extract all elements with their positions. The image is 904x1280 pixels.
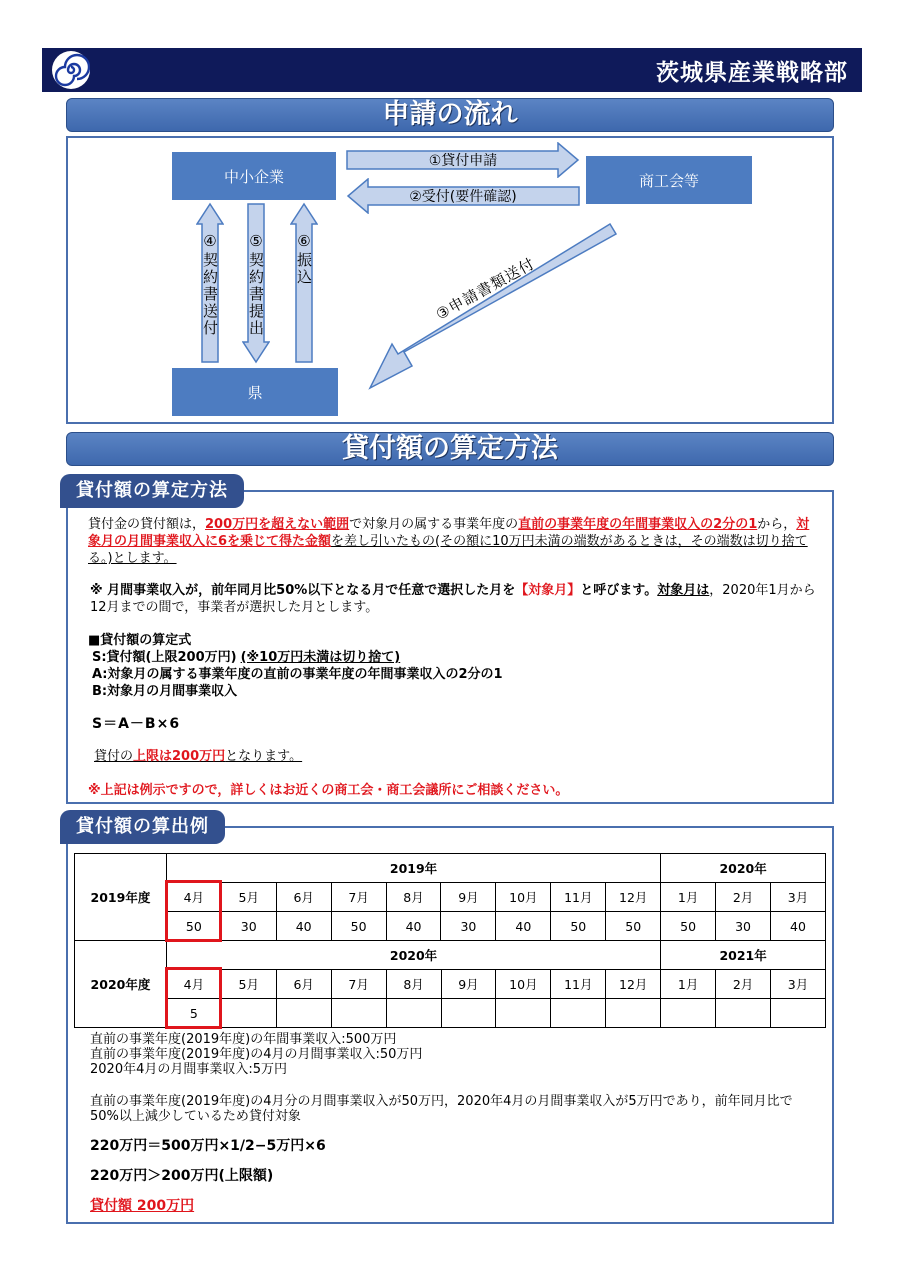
- limit-highlight: 上限は200万円: [133, 749, 226, 764]
- loan-result: 貸付額 200万円: [90, 1198, 195, 1214]
- value-cell: [276, 999, 331, 1028]
- month-cell: 9月: [441, 883, 496, 912]
- header-bar: [42, 48, 862, 92]
- value-cell: 40: [771, 912, 826, 941]
- year-header: 2021年: [661, 941, 826, 970]
- fiscal-year-label: 2020年度: [75, 941, 167, 1028]
- value-cell: 50: [166, 912, 221, 941]
- value-cell: 30: [221, 912, 276, 941]
- calc-line-2: 220万円＞200万円(上限額): [90, 1168, 274, 1184]
- flow-section-title: 申請の流れ: [66, 98, 834, 132]
- flow-diagram: [66, 136, 834, 424]
- formula-s-line: [92, 649, 400, 666]
- step4-label: ④契約書送付: [201, 232, 219, 337]
- month-cell: 7月: [331, 970, 386, 999]
- value-cell: 50: [331, 912, 386, 941]
- calc-line-1: 220万円＝500万円×1/2−5万円×6: [90, 1138, 326, 1154]
- value-cell: [661, 999, 716, 1028]
- month-cell: 4月: [166, 970, 221, 999]
- calc-section-title: 貸付額の算定方法: [66, 432, 834, 466]
- text-segment: (※10万円未満は切り捨て): [240, 650, 401, 665]
- info-line-3: 2020年4月の月間事業収入:5万円: [90, 1062, 288, 1077]
- fiscal-year-label: 2019年度: [75, 854, 167, 941]
- example-tab: 貸付額の算出例: [60, 810, 225, 844]
- arrow-step1: [346, 142, 580, 178]
- node-prefecture: 県: [172, 368, 338, 416]
- text-segment: 貸付の: [94, 749, 134, 764]
- month-cell: 5月: [221, 883, 276, 912]
- info-line-2: 直前の事業年度(2019年度)の4月の月間事業収入:50万円: [90, 1047, 423, 1062]
- step6-label: ⑥振込: [295, 232, 313, 286]
- text-segment: 貸付金の貸付額は，: [88, 517, 206, 532]
- step2-label: ②受付(要件確認): [409, 189, 517, 205]
- node-chamber: 商工会等: [586, 156, 752, 204]
- month-cell: 3月: [771, 883, 826, 912]
- value-cell: 50: [606, 912, 661, 941]
- method-paragraph: [88, 516, 818, 567]
- april-2019-highlight: [165, 880, 222, 942]
- text-segment: から，: [757, 517, 797, 532]
- month-cell: 11月: [551, 970, 606, 999]
- month-cell: 11月: [551, 883, 606, 912]
- value-cell: [771, 999, 826, 1028]
- month-cell: 6月: [276, 883, 331, 912]
- value-cell: [221, 999, 276, 1028]
- value-cell: [331, 999, 386, 1028]
- arrow-step2: [346, 178, 580, 214]
- spiral-logo-icon: [52, 51, 90, 89]
- year-header: 2019年: [166, 854, 660, 883]
- month-cell: 8月: [386, 970, 441, 999]
- month-cell: 9月: [441, 970, 496, 999]
- text-segment: となります。: [225, 749, 303, 764]
- node-sme: 中小企業: [172, 152, 336, 200]
- formula-a-line: A:対象月の属する事業年度の直前の事業年度の年間事業収入の2分の1: [92, 667, 503, 682]
- target-month-note: [88, 582, 818, 616]
- month-cell: 7月: [331, 883, 386, 912]
- half-annual-highlight: 直前の事業年度の年間事業収入の2分の1: [518, 517, 758, 532]
- month-cell: 12月: [606, 883, 661, 912]
- month-cell: 6月: [276, 970, 331, 999]
- value-cell: 50: [551, 912, 606, 941]
- value-cell: [496, 999, 551, 1028]
- text-segment: S:貸付額(上限200万円): [92, 650, 237, 665]
- month-cell: 8月: [386, 883, 441, 912]
- month-cell: 1月: [661, 970, 716, 999]
- target-month-highlight: 【対象月】: [515, 583, 581, 598]
- year-header: 2020年: [661, 854, 826, 883]
- formula-expression: S＝A－B×6: [92, 716, 181, 732]
- disclaimer: ※上記は例示ですので，詳しくはお近くの商工会・商工会議所にご相談ください。: [88, 783, 569, 798]
- value-cell: 40: [386, 912, 441, 941]
- value-cell: 30: [441, 912, 496, 941]
- department-name: 茨城県産業戦略部: [656, 60, 848, 86]
- formula-heading: ■貸付額の算定式: [88, 633, 192, 648]
- step3-label: ③申請書類送付: [432, 254, 539, 324]
- month-cell: 3月: [771, 970, 826, 999]
- value-cell: [551, 999, 606, 1028]
- method-tab: 貸付額の算定方法: [60, 474, 244, 508]
- value-cell: [441, 999, 496, 1028]
- text-segment: 対象月は: [657, 583, 710, 598]
- month-cell: 5月: [221, 970, 276, 999]
- text-segment: ，2020年1月から12月までの間で，事業者が選択した月とします。: [90, 583, 816, 615]
- info-line-1: 直前の事業年度(2019年度)の年間事業収入:500万円: [90, 1032, 397, 1047]
- diagonal-arrow-icon: [364, 222, 624, 394]
- value-cell: 30: [716, 912, 771, 941]
- value-cell: [386, 999, 441, 1028]
- value-cell: [606, 999, 661, 1028]
- limit-line: [94, 748, 302, 765]
- april-2020-highlight: [165, 967, 222, 1029]
- value-cell: 40: [276, 912, 331, 941]
- value-cell: 40: [496, 912, 551, 941]
- month-cell: 10月: [496, 883, 551, 912]
- month-cell: 4月: [166, 883, 221, 912]
- month-cell: 12月: [606, 970, 661, 999]
- month-cell: 2月: [716, 883, 771, 912]
- month-cell: 1月: [661, 883, 716, 912]
- step5-label: ⑤契約書提出: [247, 232, 265, 337]
- text-segment: と呼びます。: [580, 583, 658, 598]
- month-cell: 10月: [496, 970, 551, 999]
- formula-b-line: B:対象月の月間事業収入: [92, 684, 238, 699]
- limit-highlight: 200万円を超えない範囲: [205, 517, 350, 532]
- value-cell: 50: [661, 912, 716, 941]
- text-segment: で対象月の属する事業年度の: [349, 517, 519, 532]
- month-cell: 2月: [716, 970, 771, 999]
- value-cell: 5: [166, 999, 221, 1028]
- explanation: 直前の事業年度(2019年度)の4月分の月間事業収入が50万円，2020年4月の月間事業収入が5万円であり，前年同月比で50%以上減少しているため貸付対象: [90, 1094, 793, 1124]
- step1-label: ①貸付申請: [428, 153, 498, 169]
- year-header: 2020年: [166, 941, 660, 970]
- value-cell: [716, 999, 771, 1028]
- text-segment: ※ 月間事業収入が，前年同月比50%以下となる月で任意で選択した月を: [90, 583, 516, 598]
- monthly-six-highlight: 対象月の月間事業収入に6を乗じて得た金額: [88, 517, 810, 549]
- text-segment: を差し引いたもの(その額に10万円未満の端数があるときは，その端数は切り捨てる。)とします。: [88, 534, 808, 566]
